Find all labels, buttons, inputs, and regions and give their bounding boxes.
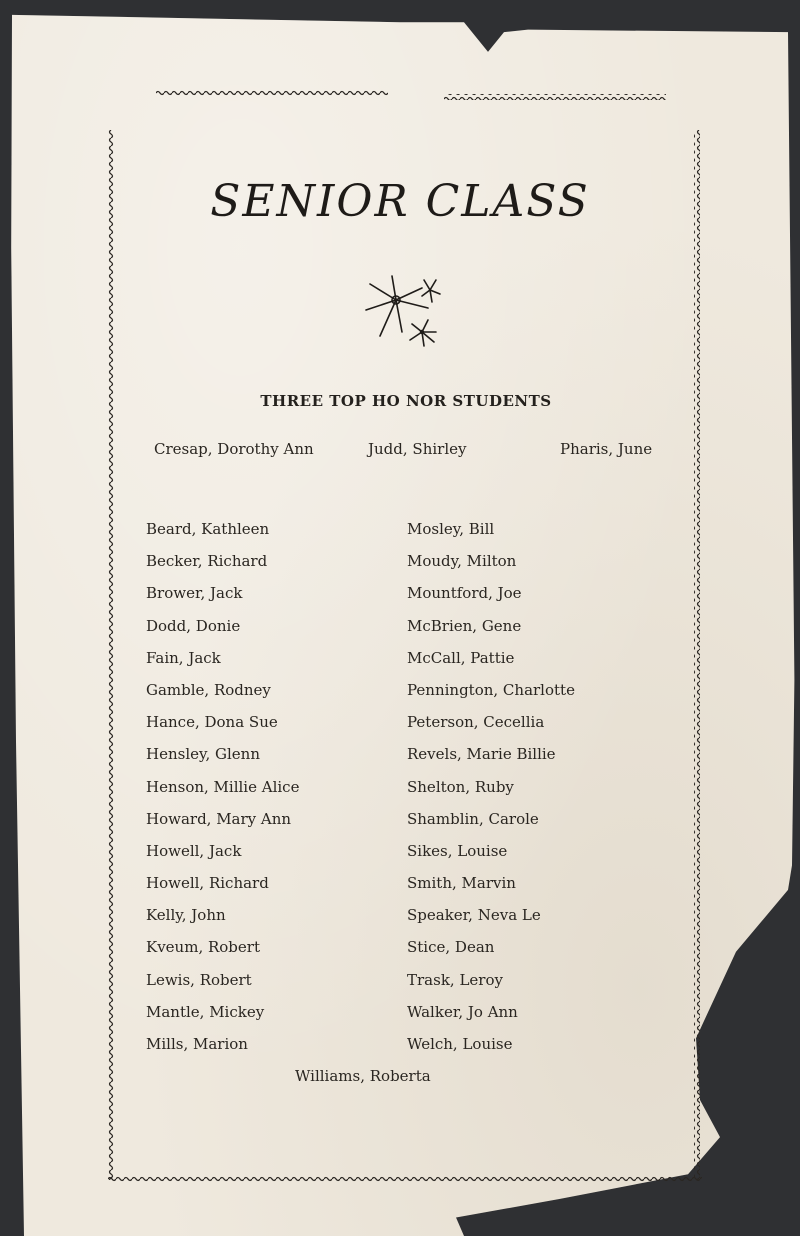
honor-student: Judd, Shirley	[368, 440, 467, 458]
list-item: Moudy, Milton	[407, 552, 517, 571]
list-item: Kelly, John	[146, 906, 226, 925]
list-item: Gamble, Rodney	[146, 680, 271, 699]
list-item: Shamblin, Carole	[407, 809, 539, 828]
list-item: Trask, Leroy	[407, 970, 503, 989]
roster-right-column	[407, 513, 575, 1060]
list-item: Dodd, Donie	[146, 616, 241, 635]
list-item: Peterson, Cecellia	[407, 713, 545, 732]
honor-students-row	[0, 440, 800, 462]
list-item: Howell, Jack	[146, 841, 242, 860]
list-item: Howard, Mary Ann	[146, 809, 292, 828]
honor-student: Cresap, Dorothy Ann	[154, 440, 314, 458]
list-item: McCall, Pattie	[407, 648, 515, 667]
star-ornament-icon	[362, 274, 446, 352]
list-item: Kveum, Robert	[146, 938, 260, 957]
roster-left-column	[146, 513, 299, 1060]
list-item: Pennington, Charlotte	[407, 680, 575, 699]
list-item: Smith, Marvin	[407, 874, 516, 893]
list-item: Mills, Marion	[146, 1035, 248, 1053]
list-item: Hance, Dona Sue	[146, 713, 278, 732]
list-item: Henson, Millie Alice	[146, 777, 300, 796]
list-item: Speaker, Neva Le	[407, 906, 541, 925]
list-item: Brower, Jack	[146, 584, 243, 603]
list-item: Walker, Jo Ann	[407, 1002, 518, 1021]
list-item: Welch, Louise	[407, 1035, 513, 1053]
list-item: Mantle, Mickey	[146, 1002, 265, 1021]
list-item: Sikes, Louise	[407, 841, 508, 860]
list-item-final: Williams, Roberta	[295, 1067, 431, 1085]
list-item: Mosley, Bill	[407, 520, 495, 538]
list-item: Stice, Dean	[407, 938, 495, 957]
list-item: Mountford, Joe	[407, 584, 522, 603]
list-item: Shelton, Ruby	[407, 777, 514, 796]
honor-students-heading: THREE TOP HO NOR STUDENTS	[260, 392, 552, 410]
honor-student: Pharis, June	[560, 440, 653, 458]
list-item: Howell, Richard	[146, 874, 269, 893]
list-item: Hensley, Glenn	[146, 745, 260, 764]
list-item: Beard, Kathleen	[146, 520, 270, 538]
list-item: Revels, Marie Billie	[407, 745, 556, 764]
list-item: Becker, Richard	[146, 552, 268, 571]
list-item: Lewis, Robert	[146, 970, 252, 989]
page-title: SENIOR CLASS	[210, 176, 590, 227]
list-item: Fain, Jack	[146, 648, 221, 667]
list-item: McBrien, Gene	[407, 616, 522, 635]
